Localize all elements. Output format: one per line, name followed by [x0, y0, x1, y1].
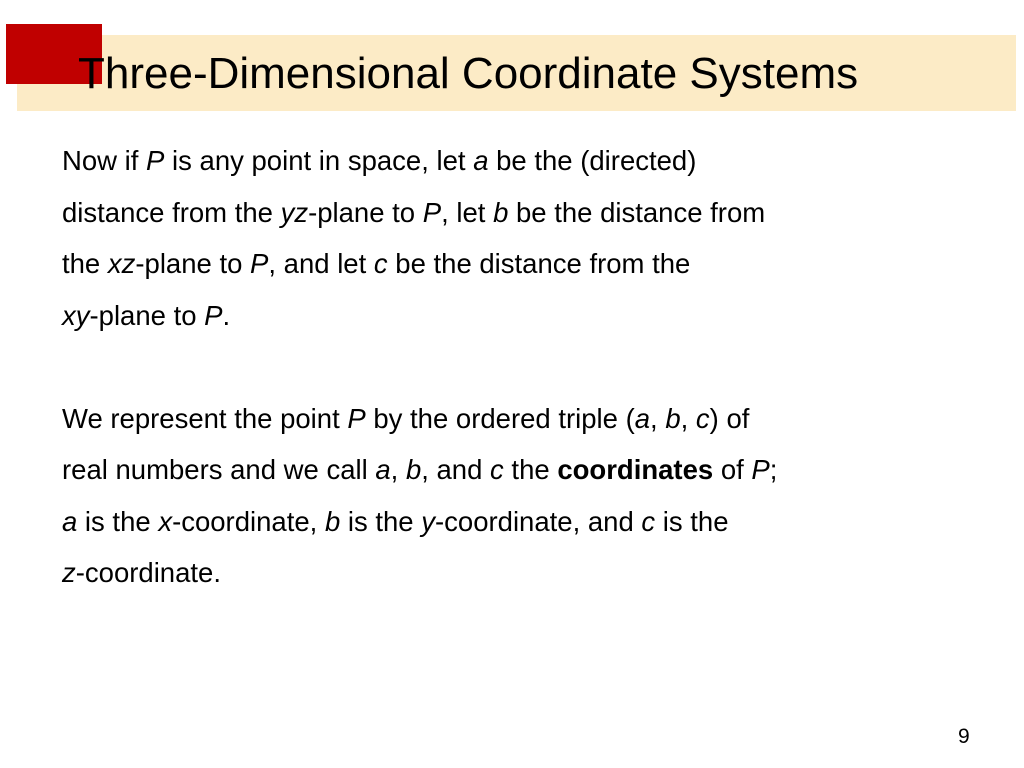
math-variable: c	[695, 402, 710, 434]
text-run: real numbers and we call	[62, 454, 376, 485]
math-variable: a	[473, 145, 489, 176]
text-run: the	[503, 454, 558, 485]
math-variable: P	[422, 196, 442, 228]
paragraph-coordinates-definition	[62, 393, 992, 599]
text-run: be the (directed)	[488, 145, 697, 176]
text-line	[62, 444, 992, 496]
text-run: -plane to	[135, 248, 251, 279]
math-variable: xy	[62, 299, 90, 331]
text-line	[62, 393, 992, 445]
math-variable: c	[373, 248, 388, 279]
math-variable: c	[490, 454, 504, 485]
text-line	[62, 496, 992, 548]
math-variable: P	[146, 145, 165, 176]
math-variable: a	[375, 454, 391, 485]
text-run: is the	[655, 505, 729, 537]
text-run: Now if	[62, 145, 147, 176]
text-run: -plane to	[308, 196, 423, 228]
text-run: the	[62, 248, 108, 279]
text-run: be the distance from	[508, 196, 766, 228]
text-run: is the	[340, 505, 422, 537]
text-run: ) of	[709, 402, 750, 434]
math-variable: c	[641, 505, 656, 537]
paragraph-point-distances	[62, 135, 992, 341]
math-variable: b	[405, 454, 422, 485]
text-line	[62, 547, 992, 599]
text-run: .	[222, 299, 231, 331]
text-run: be the distance from the	[387, 248, 691, 279]
text-run: -coordinate.	[75, 557, 221, 588]
math-variable: a	[634, 402, 651, 434]
text-run: -coordinate, and	[435, 505, 642, 537]
math-variable: xz	[107, 248, 136, 279]
math-variable: b	[665, 402, 681, 434]
math-variable: yz	[280, 196, 309, 228]
math-variable: z	[62, 557, 76, 588]
math-variable: P	[250, 248, 269, 279]
page-number: 9	[958, 725, 970, 748]
math-variable: x	[158, 505, 173, 537]
math-variable: b	[493, 196, 509, 228]
math-variable: a	[62, 505, 78, 537]
text-run: ,	[680, 402, 696, 434]
text-line	[62, 238, 992, 290]
text-run: by the ordered triple (	[365, 402, 635, 434]
key-term: coordinates	[557, 454, 714, 485]
text-run: ,	[650, 402, 666, 434]
slide-title: Three-Dimensional Coordinate Systems	[78, 49, 859, 98]
slide-body	[62, 135, 992, 599]
text-run: is the	[77, 505, 159, 537]
text-run: of	[713, 454, 752, 485]
text-run: distance from the	[62, 196, 281, 228]
text-run: We represent the point	[62, 402, 348, 434]
text-run: , and	[421, 454, 491, 485]
text-run: is any point in space, let	[164, 145, 474, 176]
text-run: ,	[390, 454, 406, 485]
text-run: -coordinate,	[172, 505, 325, 537]
text-line	[62, 187, 992, 239]
text-line	[62, 290, 992, 342]
text-line	[62, 135, 992, 187]
math-variable: b	[324, 505, 341, 537]
math-variable: P	[204, 299, 223, 331]
text-run: ;	[769, 454, 778, 485]
text-run: , and let	[268, 248, 374, 279]
math-variable: y	[421, 505, 435, 537]
text-run: -plane to	[89, 299, 205, 331]
text-run: , let	[441, 196, 494, 228]
math-variable: P	[751, 454, 770, 485]
math-variable: P	[347, 402, 366, 434]
